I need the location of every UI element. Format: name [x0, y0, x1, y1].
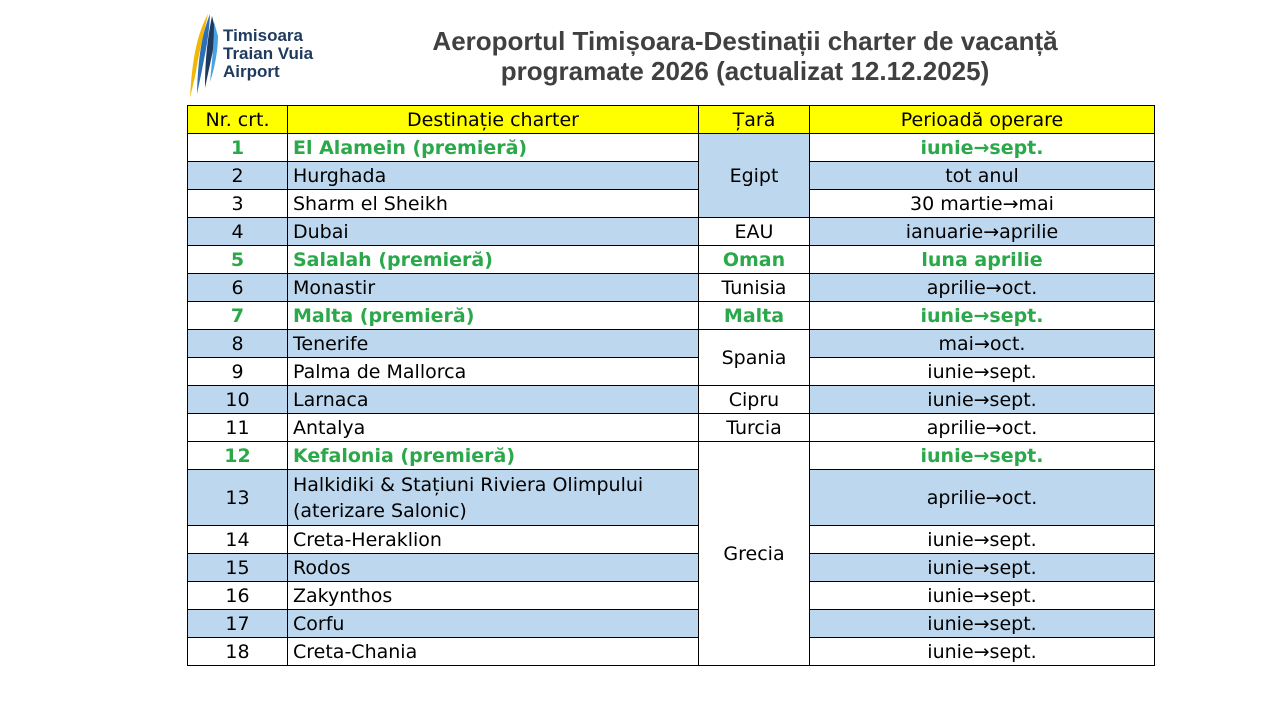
destination-cell: Tenerife	[288, 330, 699, 358]
airport-logo	[188, 12, 338, 100]
destination-cell: Monastir	[288, 274, 699, 302]
period-cell: iunie→sept.	[810, 582, 1155, 610]
table-row	[188, 246, 1155, 274]
page-title-line-1: Aeroportul Timișoara-Destinații charter de vacanță	[432, 26, 1058, 56]
destination-cell: Hurghada	[288, 162, 699, 190]
table-row	[188, 442, 1155, 470]
row-number: 12	[188, 442, 288, 470]
period-cell: 30 martie→mai	[810, 190, 1155, 218]
row-number: 3	[188, 190, 288, 218]
row-number: 16	[188, 582, 288, 610]
table-header-row	[188, 106, 1155, 134]
period-cell: luna aprilie	[810, 246, 1155, 274]
table-row	[188, 134, 1155, 162]
row-number: 10	[188, 386, 288, 414]
logo-line-2: Traian Vuia	[223, 44, 314, 63]
destination-cell: Zakynthos	[288, 582, 699, 610]
destination-cell: Dubai	[288, 218, 699, 246]
period-cell: tot anul	[810, 162, 1155, 190]
row-number: 2	[188, 162, 288, 190]
column-header-country: Țară	[699, 106, 810, 134]
destination-cell: Antalya	[288, 414, 699, 442]
table-row	[188, 218, 1155, 246]
period-cell: iunie→sept.	[810, 358, 1155, 386]
period-cell: iunie→sept.	[810, 134, 1155, 162]
table-row	[188, 470, 1155, 526]
row-number: 13	[188, 470, 288, 526]
table-row	[188, 582, 1155, 610]
logo-line-1: Timisoara	[223, 26, 304, 45]
country-cell: Turcia	[699, 414, 810, 442]
destination-cell: Larnaca	[288, 386, 699, 414]
period-cell: aprilie→oct.	[810, 414, 1155, 442]
period-cell: ianuarie→aprilie	[810, 218, 1155, 246]
row-number: 14	[188, 526, 288, 554]
row-number: 8	[188, 330, 288, 358]
row-number: 7	[188, 302, 288, 330]
destination-cell: Kefalonia (premieră)	[288, 442, 699, 470]
destination-cell: Halkidiki & Stațiuni Riviera Olimpului (aterizare Salonic)	[288, 470, 699, 526]
country-cell: Tunisia	[699, 274, 810, 302]
logo-wordmark	[223, 27, 313, 81]
country-cell-egipt: Egipt	[699, 134, 810, 218]
destination-cell: Palma de Mallorca	[288, 358, 699, 386]
table-row	[188, 358, 1155, 386]
destination-cell: Creta-Heraklion	[288, 526, 699, 554]
row-number: 17	[188, 610, 288, 638]
period-cell: iunie→sept.	[810, 386, 1155, 414]
table-row	[188, 302, 1155, 330]
destination-cell: Sharm el Sheikh	[288, 190, 699, 218]
destination-cell: Creta-Chania	[288, 638, 699, 666]
destination-cell: El Alamein (premieră)	[288, 134, 699, 162]
period-cell: aprilie→oct.	[810, 274, 1155, 302]
country-cell: Oman	[699, 246, 810, 274]
column-header-nr: Nr. crt.	[188, 106, 288, 134]
table-row	[188, 638, 1155, 666]
table-row	[188, 274, 1155, 302]
row-number: 15	[188, 554, 288, 582]
country-cell: Cipru	[699, 386, 810, 414]
row-number: 4	[188, 218, 288, 246]
table-row	[188, 386, 1155, 414]
country-cell: Malta	[699, 302, 810, 330]
period-cell: iunie→sept.	[810, 554, 1155, 582]
row-number: 11	[188, 414, 288, 442]
table-row	[188, 554, 1155, 582]
row-number: 18	[188, 638, 288, 666]
destination-cell: Corfu	[288, 610, 699, 638]
period-cell: iunie→sept.	[810, 442, 1155, 470]
period-cell: iunie→sept.	[810, 302, 1155, 330]
row-number: 9	[188, 358, 288, 386]
destination-cell: Rodos	[288, 554, 699, 582]
column-header-destination: Destinație charter	[288, 106, 699, 134]
row-number: 1	[188, 134, 288, 162]
page-title-line-2: programate 2026 (actualizat 12.12.2025)	[500, 56, 990, 86]
logo-line-3: Airport	[223, 62, 280, 81]
table-row	[188, 330, 1155, 358]
country-cell-spania: Spania	[699, 330, 810, 386]
period-cell: iunie→sept.	[810, 638, 1155, 666]
table-row	[188, 162, 1155, 190]
period-cell: iunie→sept.	[810, 526, 1155, 554]
table-row	[188, 610, 1155, 638]
table-row	[188, 414, 1155, 442]
table-row	[188, 526, 1155, 554]
destination-cell: Malta (premieră)	[288, 302, 699, 330]
page-title	[340, 26, 1150, 86]
country-cell-grecia: Grecia	[699, 442, 810, 666]
row-number: 5	[188, 246, 288, 274]
period-cell: mai→oct.	[810, 330, 1155, 358]
charter-schedule-table	[187, 105, 1155, 666]
destination-cell: Salalah (premieră)	[288, 246, 699, 274]
country-cell: EAU	[699, 218, 810, 246]
period-cell: iunie→sept.	[810, 610, 1155, 638]
airport-logo-icon	[188, 12, 222, 102]
period-cell: aprilie→oct.	[810, 470, 1155, 526]
table-row	[188, 190, 1155, 218]
column-header-period: Perioadă operare	[810, 106, 1155, 134]
row-number: 6	[188, 274, 288, 302]
